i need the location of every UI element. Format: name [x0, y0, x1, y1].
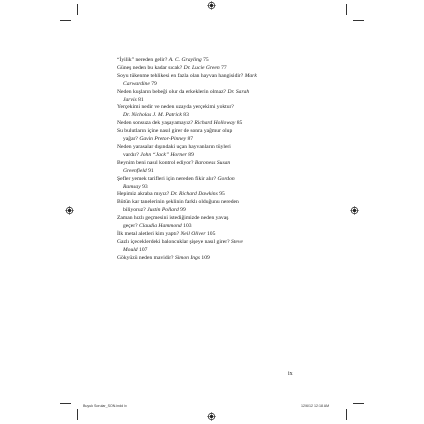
- entry-continuation: [117, 207, 317, 215]
- toc-entry: [117, 144, 317, 160]
- entry-title: Soyu tükenme tehlikesi en fazla olan hayvan hangisidir?: [117, 72, 244, 79]
- toc-entry: [117, 176, 317, 192]
- entry-author: Dr. Nicholas J. M. Patrick: [123, 112, 182, 119]
- entry-page-number: 85: [236, 120, 243, 127]
- entry-author-continuation: Jarvis: [123, 96, 137, 103]
- entry-page-number: 75: [203, 57, 209, 63]
- entry-page-number: 105: [206, 230, 216, 237]
- entry-author: Claudia Hammond: [139, 223, 182, 230]
- entry-title-continuation: geçer?: [123, 223, 138, 230]
- entry-author: A. C. Grayling: [168, 57, 202, 63]
- entry-title: Neden yarasalar dışındaki uçan hayvanların tüyleri: [117, 143, 231, 150]
- entry-page-number: 79: [151, 80, 157, 87]
- entry-title: İlk metal aletleri kim yaptı?: [117, 230, 180, 237]
- crop-mark: [346, 409, 347, 420]
- entry-continuation: [117, 112, 317, 120]
- toc-entry: [117, 73, 317, 89]
- entry-author: Dr. Richard Dawkins: [170, 191, 218, 198]
- entry-author: Mark: [244, 72, 257, 79]
- entry-title: Hepimiz akraba mıyız?: [117, 191, 170, 198]
- toc-entry: [117, 104, 317, 120]
- entry-title-continuation: vardır?: [123, 151, 139, 158]
- entry-author-continuation: Ramsay: [123, 183, 141, 190]
- toc-entry: [117, 199, 317, 215]
- entry-author: Justin Pollard: [147, 207, 179, 214]
- entry-title: Neden sonsuza dek yaşayamayız?: [117, 120, 193, 127]
- page-number: ix: [288, 371, 293, 377]
- entry-continuation: [117, 136, 317, 144]
- registration-mark-icon: [65, 206, 74, 215]
- entry-author-continuation: Mould: [123, 246, 138, 253]
- entry-continuation: [117, 184, 317, 192]
- toc-entry: [117, 120, 317, 128]
- toc-entry: [117, 231, 317, 239]
- toc-entry: [117, 160, 317, 176]
- crop-mark: [77, 409, 78, 420]
- toc-entry: [117, 57, 317, 65]
- toc-entry: [117, 128, 317, 144]
- entry-author: Simon Ings: [174, 254, 200, 261]
- entry-page-number: 77: [221, 64, 227, 71]
- toc-entry: [117, 215, 317, 231]
- registration-mark-icon: [207, 412, 216, 421]
- entry-author: John “Jack” Horner: [140, 151, 187, 158]
- entry-continuation: [117, 223, 317, 231]
- crop-mark: [60, 403, 71, 404]
- toc-entry: [117, 239, 317, 255]
- toc-entry: [117, 255, 317, 263]
- entry-author: Steve: [231, 238, 243, 245]
- entry-page-number: 91: [148, 167, 154, 174]
- entry-continuation: [117, 81, 317, 89]
- entry-title-continuation: yağar?: [123, 136, 138, 143]
- entry-title: Gökyüzü neden mavidir?: [117, 254, 174, 261]
- entry-title: Bütün kar tanelerinin şeklinin farklı olduğunu nereden: [117, 199, 239, 206]
- entry-continuation: [117, 168, 317, 176]
- entry-title: Su bulutların içine nasıl girer de sonra yağmur olup: [117, 128, 233, 135]
- entry-author: Richard Holloway: [194, 120, 236, 127]
- entry-author: Dr. Lucie Green: [183, 64, 220, 71]
- crop-mark: [77, 4, 78, 15]
- toc-entry: [117, 89, 317, 105]
- entry-author: Neil Oliver: [180, 230, 206, 237]
- entry-page-number: 99: [180, 207, 186, 214]
- entry-title: Beynim beni nasıl kontrol ediyor?: [117, 159, 194, 166]
- entry-page-number: 81: [138, 96, 144, 103]
- entry-page-number: 107: [139, 246, 148, 253]
- entry-title: Yerçekimi nedir ve neden uzayda yerçekimi yoktur?: [117, 104, 234, 111]
- entry-title: Şefler yemek tarifleri için nereden fikir alır?: [117, 175, 217, 182]
- entry-page-number: 83: [183, 112, 189, 119]
- entry-page-number: 93: [142, 183, 148, 190]
- entry-title: “İyilik” nereden gelir?: [117, 57, 168, 63]
- crop-mark: [353, 20, 364, 21]
- footer-date-label: 12/6/12 12:18 AM: [301, 404, 330, 408]
- entry-title: Neden kuşların bebeği olur da erkeklerin olmaz?: [117, 88, 227, 95]
- entry-author: Gordon: [217, 175, 235, 182]
- table-of-contents: [117, 57, 317, 263]
- footer-file-label: Buyuk Sorular_SON.indd ix: [83, 404, 127, 408]
- entry-page-number: 89: [188, 151, 194, 158]
- crop-mark: [346, 4, 347, 15]
- entry-page-number: 87: [187, 136, 194, 143]
- entry-continuation: [117, 152, 317, 160]
- toc-entry: [117, 65, 317, 73]
- entry-page-number: 109: [201, 254, 210, 261]
- entry-page-number: 95: [219, 191, 225, 198]
- entry-author-continuation: Carwardine: [123, 80, 150, 87]
- registration-mark-icon: [350, 206, 359, 215]
- entry-title-continuation: biliyoruz?: [123, 207, 146, 214]
- entry-title: Güneş neden bu kadar sıcak?: [117, 64, 183, 71]
- entry-author: Gavin Pretor-Pinney: [139, 136, 187, 143]
- entry-title: Zaman hızlı geçmesini istediğimizde neden yavaş: [117, 215, 229, 222]
- entry-author: Dr. Sarah: [227, 88, 250, 95]
- registration-mark-icon: [207, 1, 216, 10]
- entry-page-number: 103: [183, 223, 192, 230]
- entry-author-continuation: Greenfield: [123, 167, 147, 174]
- entry-author: Baroness Susan: [194, 159, 231, 166]
- crop-mark: [353, 403, 364, 404]
- entry-title: Gazlı içeceklerdeki baloncuklar şişeye nasıl girer?: [117, 238, 230, 245]
- entry-continuation: [117, 97, 317, 105]
- crop-mark: [60, 20, 71, 21]
- entry-continuation: [117, 247, 317, 255]
